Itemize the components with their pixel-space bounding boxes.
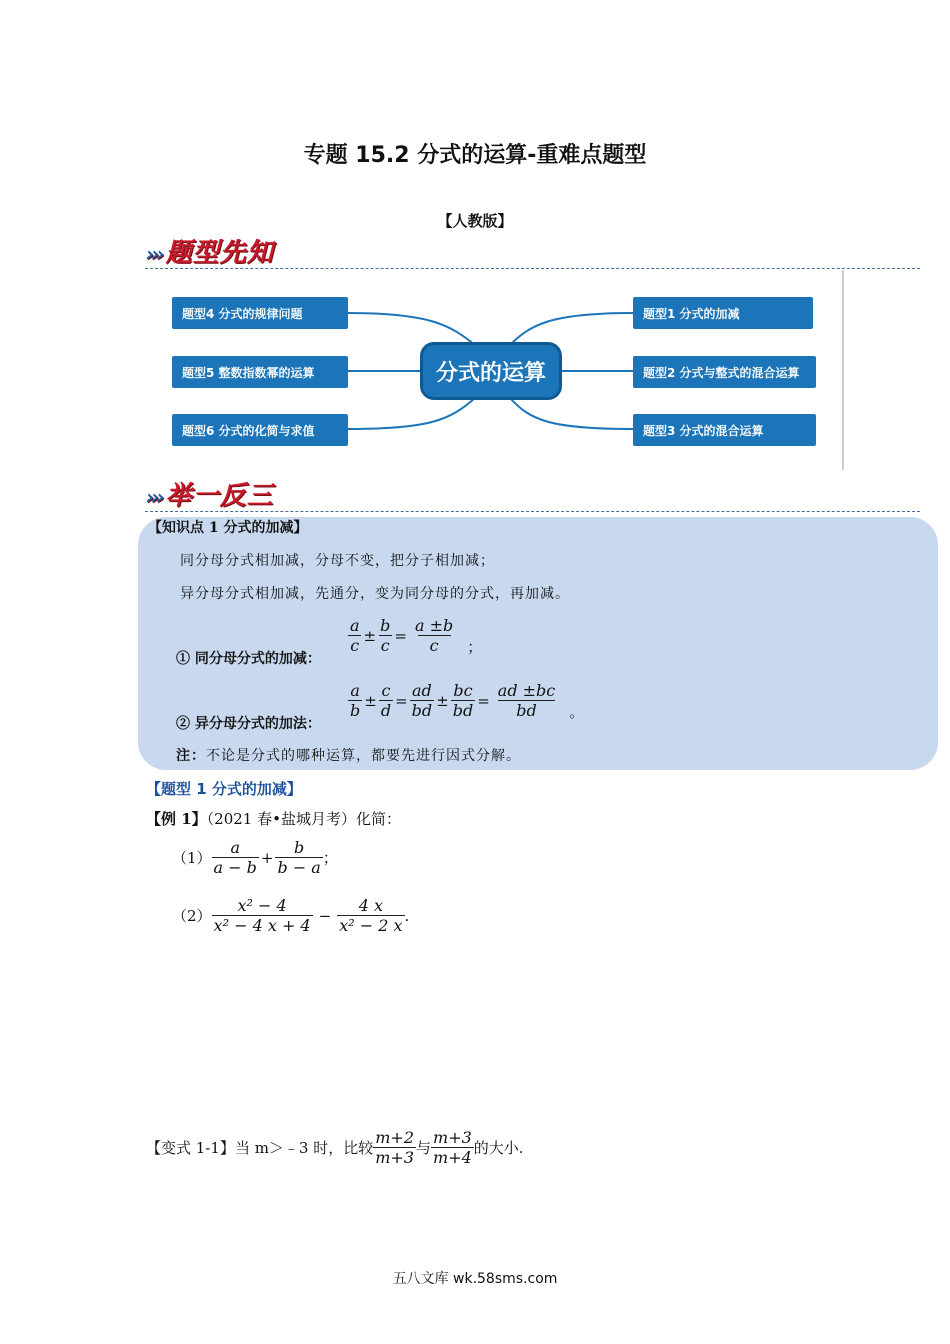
problem1: （1） $\frac{a}{a - b}$ + $\frac{b}{b - a}$ ； (172, 838, 338, 877)
footer-watermark: 五八文库 wk.58sms.com (392, 1271, 558, 1287)
mindmap-type2: 题型2 分式与整式的混合运算 (633, 356, 816, 388)
type1-heading: 【题型 1 分式的加减】 (146, 780, 302, 798)
divider (145, 511, 920, 512)
banner-types-preview (146, 232, 274, 269)
fraction: $\frac{c}{d}$ (380, 681, 392, 720)
mindmap-type4: 题型4 分式的规律问题 (172, 297, 348, 329)
arrows-icon: ››› (146, 485, 162, 509)
knowledge-note: 注：不论是分式的哪种运算，都要先进行因式分解。 (176, 748, 521, 764)
banner-practice (146, 475, 274, 512)
knowledge-line1: 同分母分式相加减，分母不变，把分子相加减； (180, 553, 495, 569)
fraction: $\frac{4 x}{\text{x² − 2 x}}$ (339, 896, 403, 935)
mindmap-type6: 题型6 分式的化简与求值 (172, 414, 348, 446)
fraction: $\frac{b}{b - a}$ (277, 838, 321, 877)
fraction: $\frac{m+2}{m+3}$ (375, 1128, 415, 1167)
mindmap-center: 分式的运算 (420, 342, 562, 400)
fraction: $\frac{a \pm b}{c}$ (414, 616, 454, 655)
fraction: $\frac{ad \pm bc}{bd}$ (497, 681, 556, 720)
knowledge-title: 【知识点 1 分式的加减】 (148, 520, 308, 536)
fraction: $\frac{\text{x² − 4}}{\text{x² − 4 x + 4}}$ (213, 896, 311, 935)
mindmap-type3: 题型3 分式的混合运算 (633, 414, 816, 446)
fraction: $\frac{a}{c}$ (350, 616, 360, 655)
fraction: $\frac{a}{a - b}$ (213, 838, 257, 877)
rule1-label: ① 同分母分式的加减： (176, 651, 321, 667)
rule2-formula: $\frac{a}{b}$ ± $\frac{c}{d}$ = $\frac{ad}{bd}$ ± $\frac{bc}{bd}$ = $\frac{ad \pm bc}{bd}$ 。 (350, 681, 585, 721)
banner-text: 题型先知 (165, 238, 274, 268)
edition-label: 【人教版】 (437, 212, 513, 230)
rule1-formula: $\frac{a}{c}$ ± $\frac{b}{c}$ = $\frac{a \pm b}{c}$ ； (350, 616, 483, 656)
fraction: $\frac{m+3}{m+4}$ (433, 1128, 472, 1167)
fraction: $\frac{bc}{bd}$ (452, 681, 474, 720)
problem2: （2） $\frac{\text{x² − 4}}{\text{x² − 4 x + 4}}$ − $\frac{4 x}{\text{x² − 2 x}}$ . (172, 896, 410, 935)
rule2-label: ② 异分母分式的加法： (176, 716, 321, 732)
example1: 【例 1】（2021 春•盐城月考）化简： (146, 810, 401, 828)
fraction: $\frac{b}{c}$ (380, 616, 391, 655)
variant1-1: 【变式 1-1】 当 m＞﹣3 时，比较 $\frac{m+2}{m+3}$ 与 $\frac{m+3}{m+4}$ 的大小. (146, 1128, 524, 1167)
knowledge-line2: 异分母分式相加减，先通分，变为同分母的分式，再加减。 (180, 586, 570, 602)
mindmap-type1: 题型1 分式的加减 (633, 297, 813, 329)
divider (145, 268, 920, 269)
fraction: $\frac{a}{b}$ (350, 681, 361, 720)
page-title: 专题 15.2 分式的运算-重难点题型 (303, 143, 647, 168)
banner-text: 举一反三 (165, 481, 274, 511)
mindmap-type5: 题型5 整数指数幂的运算 (172, 356, 348, 388)
fraction: $\frac{ad}{bd}$ (411, 681, 433, 720)
arrows-icon: ››› (146, 242, 162, 266)
